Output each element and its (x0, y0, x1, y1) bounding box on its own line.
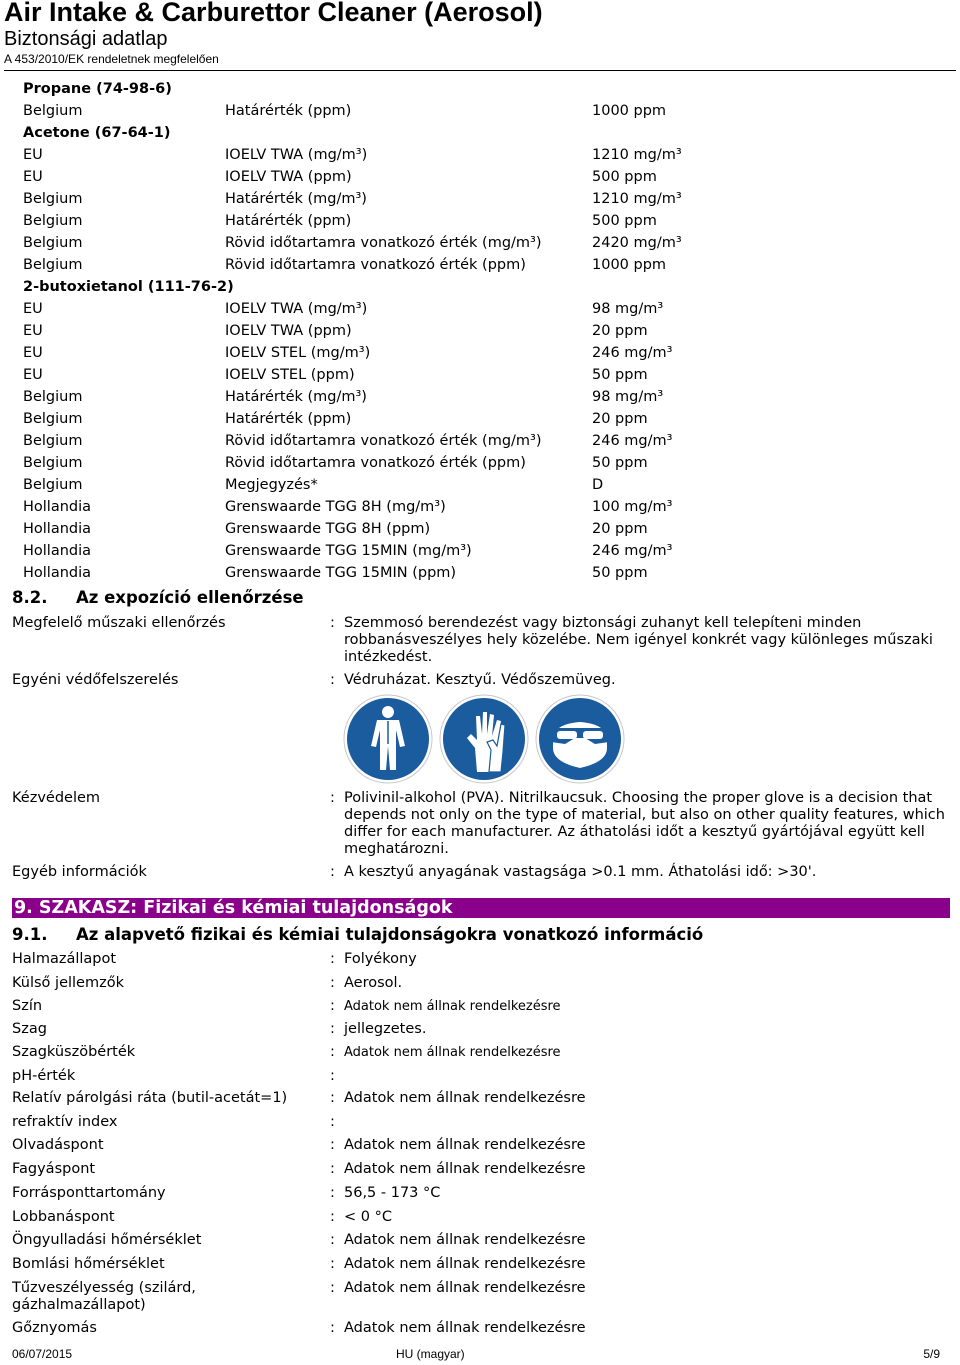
field-label: Kézvédelem (12, 790, 101, 806)
field-colon: : (330, 1068, 335, 1084)
field-colon: : (330, 1137, 335, 1153)
table-row (23, 188, 943, 210)
limit-value-cell: 50 ppm (592, 565, 648, 581)
field-colon: : (330, 998, 335, 1014)
limit-type-cell: Megjegyzés* (225, 477, 318, 493)
country-cell: EU (23, 323, 43, 339)
table-row (23, 144, 943, 166)
ppe-row (12, 672, 952, 690)
property-value: Adatok nem állnak rendelkezésre (344, 1045, 561, 1060)
field-colon: : (330, 1256, 335, 1272)
limit-value-cell: 50 ppm (592, 455, 648, 471)
limit-value-cell: 20 ppm (592, 323, 648, 339)
country-cell: EU (23, 147, 43, 163)
property-value: Adatok nem állnak rendelkezésre (344, 999, 561, 1014)
property-label: Külső jellemzők (12, 975, 124, 991)
field-colon: : (330, 1090, 335, 1106)
section-title: Az expozíció ellenőrzése (76, 588, 304, 607)
field-value: Szemmosó berendezést vagy biztonsági zuhanyt kell telepíteni minden robbanásveszélyes hely közelébe. Nem igényel konkrét vagy különleges műszaki intézkedést. (344, 615, 933, 665)
country-cell: Hollandia (23, 565, 92, 581)
field-colon: : (330, 1114, 335, 1130)
limit-value-cell: 20 ppm (592, 521, 648, 537)
table-row (23, 518, 943, 540)
limit-value-cell: 500 ppm (592, 169, 657, 185)
property-label: pH-érték (12, 1068, 76, 1084)
limit-type-cell: Rövid időtartamra vonatkozó érték (ppm) (225, 257, 526, 273)
protective-clothing-icon (343, 694, 433, 784)
field-colon: : (330, 1209, 335, 1225)
section-number: 8.2. (12, 588, 48, 607)
table-row (23, 408, 943, 430)
limit-type-cell: Grenswaarde TGG 8H (ppm) (225, 521, 431, 537)
section-9-1-heading (12, 925, 703, 944)
property-row (12, 1137, 952, 1155)
country-cell: Hollandia (23, 499, 92, 515)
country-cell: Belgium (23, 191, 83, 207)
country-cell: Belgium (23, 477, 83, 493)
property-label: refraktív index (12, 1114, 118, 1130)
table-row (23, 254, 943, 276)
limit-type-cell: Határérték (ppm) (225, 103, 352, 119)
property-row (12, 1232, 952, 1250)
field-colon: : (330, 1320, 335, 1336)
limit-type-cell: Határérték (ppm) (225, 411, 352, 427)
property-row (12, 1185, 952, 1203)
country-cell: EU (23, 301, 43, 317)
limit-type-cell: Grenswaarde TGG 15MIN (ppm) (225, 565, 457, 581)
table-row (23, 386, 943, 408)
table-row (23, 540, 943, 562)
gloves-icon (439, 694, 529, 784)
regulation-note: A 453/2010/EK rendeletnek megfelelően (4, 52, 219, 66)
property-label: Tűzveszélyesség (szilárd, gázhalmazállapot) (12, 1280, 196, 1313)
other-information-row (12, 864, 952, 882)
property-label: Fagyáspont (12, 1161, 96, 1177)
property-row (12, 1320, 952, 1338)
property-label: Szag (12, 1021, 47, 1037)
table-row (23, 232, 943, 254)
country-cell: EU (23, 169, 43, 185)
country-cell: EU (23, 345, 43, 361)
limit-type-cell: Grenswaarde TGG 8H (mg/m³) (225, 499, 446, 515)
limit-value-cell: 98 mg/m³ (592, 301, 664, 317)
property-row (12, 1090, 952, 1108)
property-row (12, 951, 952, 969)
field-colon: : (330, 864, 335, 880)
property-label: Gőznyomás (12, 1320, 97, 1336)
property-row (12, 1021, 952, 1039)
field-colon: : (330, 1280, 335, 1296)
field-colon: : (330, 1044, 335, 1060)
country-cell: Hollandia (23, 521, 92, 537)
substance-heading: Propane (74-98-6) (23, 81, 172, 97)
country-cell: Belgium (23, 103, 83, 119)
property-label: Relatív párolgási ráta (butil-acetát=1) (12, 1090, 288, 1106)
limit-value-cell: 1210 mg/m³ (592, 147, 682, 163)
property-value: Adatok nem állnak rendelkezésre (344, 1320, 586, 1336)
property-label: Szagküszöbérték (12, 1044, 136, 1060)
property-value: Adatok nem állnak rendelkezésre (344, 1280, 586, 1296)
table-row (23, 452, 943, 474)
limit-type-cell: IOELV TWA (mg/m³) (225, 147, 368, 163)
property-row (12, 1161, 952, 1179)
property-row (12, 1044, 952, 1062)
field-label: Egyéb információk (12, 864, 147, 880)
country-cell: Belgium (23, 455, 83, 471)
table-row (23, 298, 943, 320)
footer-language: HU (magyar) (396, 1347, 465, 1361)
property-value: Adatok nem állnak rendelkezésre (344, 1256, 586, 1272)
limit-type-cell: Határérték (ppm) (225, 213, 352, 229)
field-colon: : (330, 1185, 335, 1201)
property-value: Adatok nem állnak rendelkezésre (344, 1090, 586, 1106)
property-label: Öngyulladási hőmérséklet (12, 1232, 202, 1248)
property-label: Halmazállapot (12, 951, 117, 967)
field-colon: : (330, 1161, 335, 1177)
field-colon: : (330, 1232, 335, 1248)
property-row (12, 1256, 952, 1274)
country-cell: Belgium (23, 433, 83, 449)
limit-type-cell: Rövid időtartamra vonatkozó érték (ppm) (225, 455, 526, 471)
country-cell: Belgium (23, 213, 83, 229)
property-value: Aerosol. (344, 975, 403, 991)
property-value: 56,5 - 173 °C (344, 1185, 441, 1201)
ppe-pictograms (343, 694, 625, 784)
limit-value-cell: 246 mg/m³ (592, 345, 673, 361)
header-divider (4, 70, 956, 71)
country-cell: Belgium (23, 257, 83, 273)
limit-type-cell: IOELV TWA (ppm) (225, 169, 352, 185)
limit-type-cell: IOELV TWA (ppm) (225, 323, 352, 339)
limit-value-cell: 2420 mg/m³ (592, 235, 682, 251)
limit-value-cell: D (592, 477, 604, 493)
limit-type-cell: Rövid időtartamra vonatkozó érték (mg/m³) (225, 235, 542, 251)
limit-type-cell: Határérték (mg/m³) (225, 389, 367, 405)
property-label: Olvadáspont (12, 1137, 104, 1153)
property-label: Szín (12, 998, 43, 1014)
country-cell: EU (23, 367, 43, 383)
country-cell: Belgium (23, 389, 83, 405)
property-value: Adatok nem állnak rendelkezésre (344, 1232, 586, 1248)
exposure-limits-table (23, 78, 943, 584)
engineering-controls-row (12, 615, 952, 667)
field-label: Egyéni védőfelszerelés (12, 672, 179, 688)
limit-type-cell: IOELV STEL (ppm) (225, 367, 355, 383)
table-row (23, 430, 943, 452)
limit-value-cell: 246 mg/m³ (592, 543, 673, 559)
limit-type-cell: IOELV STEL (mg/m³) (225, 345, 371, 361)
section-9-banner: 9. SZAKASZ: Fizikai és kémiai tulajdonságok (12, 898, 950, 918)
substance-heading: Acetone (67-64-1) (23, 125, 171, 141)
limit-value-cell: 100 mg/m³ (592, 499, 673, 515)
table-row (23, 496, 943, 518)
limit-type-cell: IOELV TWA (mg/m³) (225, 301, 368, 317)
property-value: Adatok nem állnak rendelkezésre (344, 1137, 586, 1153)
property-row (12, 1280, 952, 1313)
table-row (23, 166, 943, 188)
field-colon: : (330, 951, 335, 967)
property-row (12, 1114, 952, 1132)
field-colon: : (330, 790, 335, 806)
property-value: < 0 °C (344, 1209, 392, 1225)
table-row (23, 100, 943, 122)
limit-value-cell: 1000 ppm (592, 257, 667, 273)
limit-type-cell: Grenswaarde TGG 15MIN (mg/m³) (225, 543, 472, 559)
footer-page-number: 5/9 (923, 1347, 940, 1361)
field-colon: : (330, 975, 335, 991)
section-8-2-heading (12, 588, 304, 607)
property-row (12, 998, 952, 1016)
field-value: Védruházat. Kesztyű. Védőszemüveg. (344, 672, 616, 688)
field-value: Polivinil-alkohol (PVA). Nitrilkaucsuk. Choosing the proper glove is a decision that depends not only on the type of material, but also on other quality features, which differ for each manufacturer. Az áthatolási időt a kesztyű gyártójával együtt kell meghatározni. (344, 790, 945, 857)
property-row (12, 1068, 952, 1086)
table-row (23, 474, 943, 496)
field-colon: : (330, 672, 335, 688)
limit-value-cell: 98 mg/m³ (592, 389, 664, 405)
field-colon: : (330, 1021, 335, 1037)
limit-type-cell: Határérték (mg/m³) (225, 191, 367, 207)
document-subtitle: Biztonsági adatlap (4, 28, 168, 50)
product-title: Air Intake & Carburettor Cleaner (Aerosol) (4, 0, 543, 27)
property-label: Lobbanáspont (12, 1209, 115, 1225)
section-title: Az alapvető fizikai és kémiai tulajdonságokra vonatkozó információ (76, 925, 704, 944)
property-row (12, 1209, 952, 1227)
table-row (23, 210, 943, 232)
table-row (23, 320, 943, 342)
table-row (23, 364, 943, 386)
table-row (23, 342, 943, 364)
property-label: Bomlási hőmérséklet (12, 1256, 165, 1272)
footer-date: 06/07/2015 (12, 1347, 73, 1361)
property-value: Adatok nem állnak rendelkezésre (344, 1161, 586, 1177)
table-row (23, 562, 943, 584)
limit-value-cell: 500 ppm (592, 213, 657, 229)
limit-value-cell: 20 ppm (592, 411, 648, 427)
country-cell: Belgium (23, 411, 83, 427)
country-cell: Belgium (23, 235, 83, 251)
limit-type-cell: Rövid időtartamra vonatkozó érték (mg/m³) (225, 433, 542, 449)
substance-heading: 2-butoxietanol (111-76-2) (23, 279, 234, 295)
property-row (12, 975, 952, 993)
property-value: jellegzetes. (344, 1021, 427, 1037)
field-value: A kesztyű anyagának vastagsága >0.1 mm. Áthatolási idő: >30'. (344, 864, 817, 880)
limit-value-cell: 50 ppm (592, 367, 648, 383)
field-label: Megfelelő műszaki ellenőrzés (12, 615, 226, 631)
safety-goggles-icon (535, 694, 625, 784)
property-value: Folyékony (344, 951, 417, 967)
limit-value-cell: 1210 mg/m³ (592, 191, 682, 207)
limit-value-cell: 1000 ppm (592, 103, 667, 119)
hand-protection-row (12, 790, 952, 858)
field-colon: : (330, 615, 335, 631)
country-cell: Hollandia (23, 543, 92, 559)
limit-value-cell: 246 mg/m³ (592, 433, 673, 449)
property-label: Forrásponttartomány (12, 1185, 166, 1201)
section-number: 9.1. (12, 925, 48, 944)
